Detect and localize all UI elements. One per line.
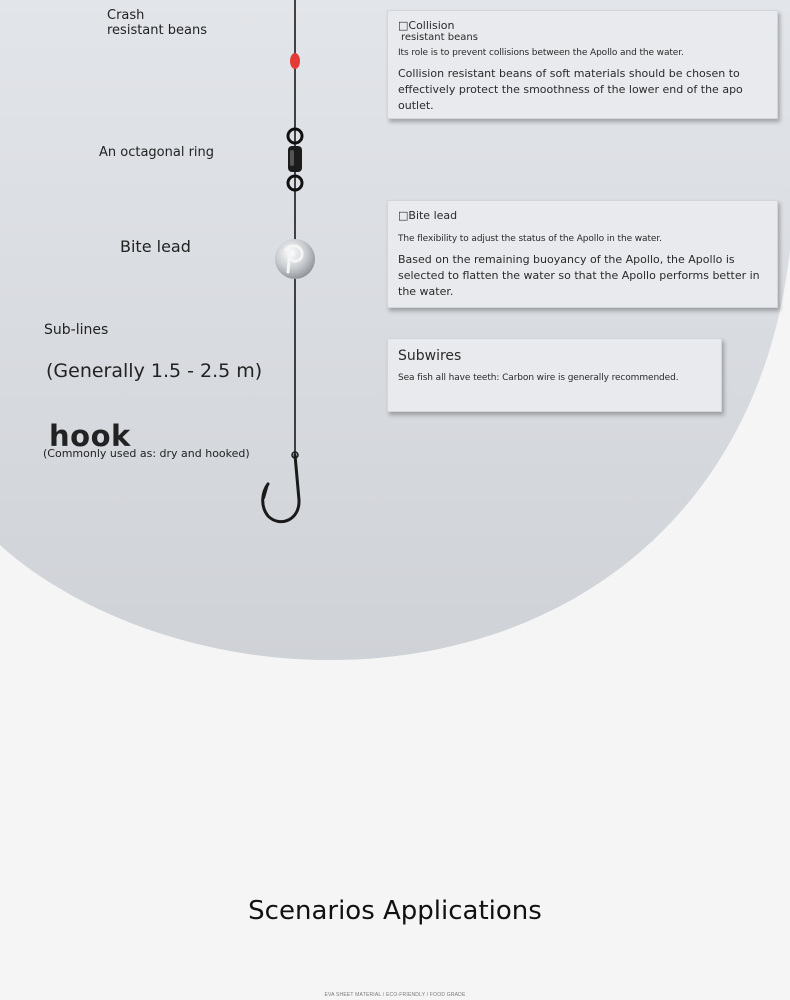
red-bead (290, 53, 300, 69)
subwires-card-title: Subwires (398, 348, 462, 364)
bite-lead-card-detail: Based on the remaining buoyancy of the Apollo, the Apollo is selected to flatten the water so that the Apollo performs better in the water. (398, 253, 760, 298)
length-range-label: (Generally 1.5 - 2.5 m) (46, 360, 263, 382)
subwires-card (387, 338, 722, 412)
collision-card-subtitle: resistant beans (401, 32, 478, 43)
collision-card-summary: Its role is to prevent collisions between the Apollo and the water. (398, 48, 684, 58)
crash-label-line1: Crash (107, 8, 145, 23)
hook-note-label: (Commonly used as: dry and hooked) (43, 447, 250, 460)
bite-lead-card-title: □Bite lead (398, 209, 458, 222)
section-title: Scenarios Applications (248, 896, 542, 926)
sub-lines-label: Sub-lines (44, 322, 109, 338)
crash-label-line2: resistant beans (107, 23, 207, 38)
bite-lead-card-summary: The flexibility to adjust the status of the Apollo in the water. (398, 234, 662, 244)
hook-label: hook (49, 419, 131, 453)
bite-lead-card (387, 200, 778, 308)
collision-card (387, 10, 778, 119)
bite-lead-label: Bite lead (120, 237, 191, 256)
octagonal-ring-label: An octagonal ring (99, 145, 215, 160)
crash-beans-label (107, 8, 207, 38)
bite-lead-icon (275, 239, 315, 279)
footer-small-print: EVA SHEET MATERIAL / ECO-FRIENDLY / FOOD GRADE (324, 992, 466, 998)
subwires-card-summary: Sea fish all have teeth: Carbon wire is generally recommended. (398, 373, 679, 383)
collision-card-title: □Collision (398, 19, 455, 32)
collision-card-detail: Collision resistant beans of soft materials should be chosen to effectively protect the smoothness of the lower end of the apo outlet. (398, 67, 743, 112)
